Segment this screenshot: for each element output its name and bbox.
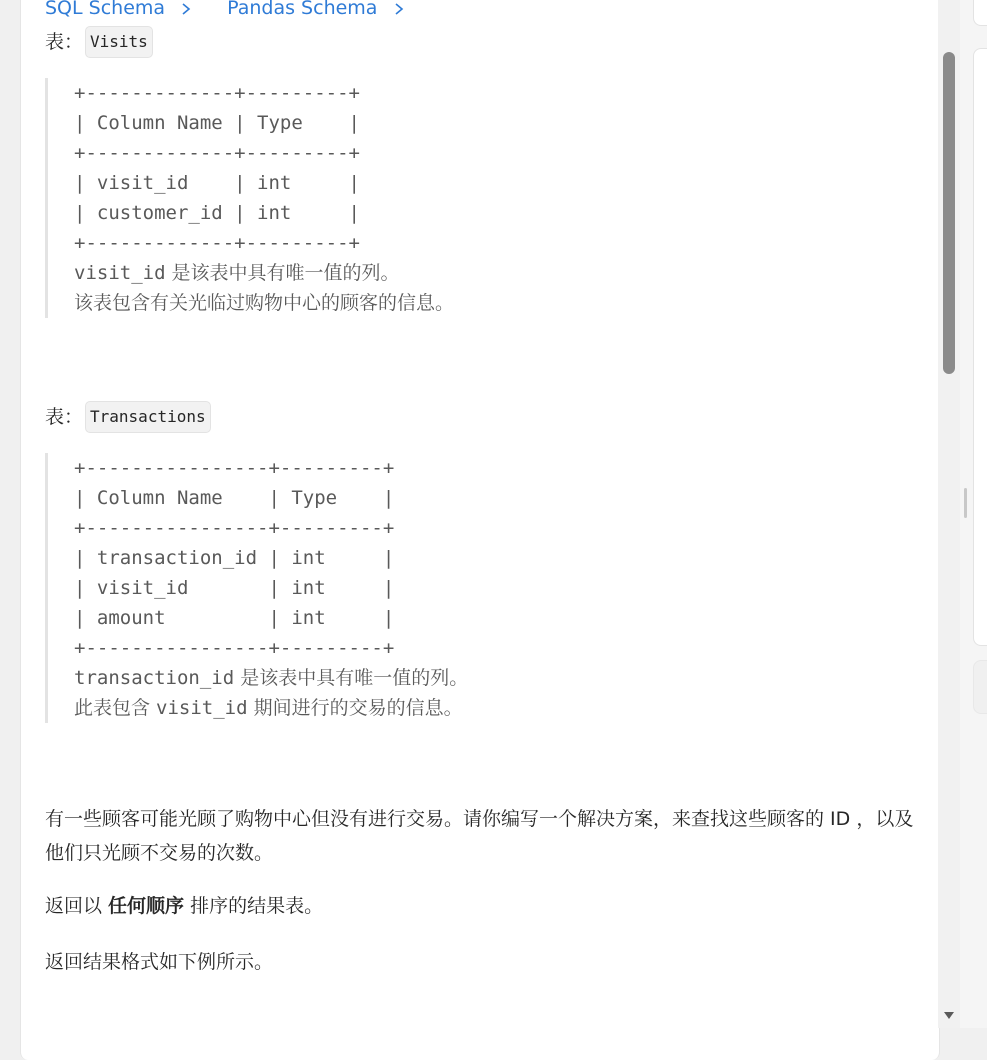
visits-note-1 xyxy=(74,258,454,288)
transactions-schema-block xyxy=(45,453,468,723)
breadcrumb-sql-schema[interactable]: SQL Schema xyxy=(45,0,166,19)
breadcrumb xyxy=(45,0,434,20)
visits-note-2: 该表包含有关光临过购物中心的顾客的信息。 xyxy=(74,292,455,314)
chevron-right-icon xyxy=(181,0,191,20)
problem-description: 有一些顾客可能光顾了购物中心但没有进行交易。请你编写一个解决方案，来查找这些顾客的 ID ，以及他们只光顾不交易的次数。 xyxy=(45,808,914,864)
visits-table-label xyxy=(45,26,153,58)
format-note: 返回结果格式如下例所示。 xyxy=(45,951,274,973)
transactions-table-label xyxy=(45,401,211,433)
table-name-code: Transactions xyxy=(85,401,211,433)
transactions-schema-table: +----------------+---------+ | Column Name | Type | +----------------+---------+ | transaction_id | int | | visit_id | int | | amount | int | +----------------+---------+ xyxy=(74,457,395,659)
inline-code: visit_id xyxy=(74,262,166,284)
ordering-text: 排序的结果表。 xyxy=(184,895,324,917)
table-label-prefix: 表： xyxy=(45,406,84,428)
table-name-code: Visits xyxy=(85,26,153,58)
note-text: 此表包含 xyxy=(74,697,157,719)
resize-handle[interactable] xyxy=(964,488,967,518)
inline-code: visit_id xyxy=(156,697,248,719)
note-text: 期间进行的交易的信息。 xyxy=(247,697,463,719)
note-text: 是该表中具有唯一值的列。 xyxy=(234,667,469,689)
side-panel-card xyxy=(973,660,987,714)
scrollbar-thumb[interactable] xyxy=(943,52,955,374)
ordering-text: 返回以 xyxy=(45,895,109,917)
note-text: 是该表中具有唯一值的列。 xyxy=(165,262,400,284)
ordering-note xyxy=(45,889,915,923)
visits-schema-table: +-------------+---------+ | Column Name | Type | +-------------+---------+ | visit_id | int | | customer_id | int | +-------------+---------+ xyxy=(74,82,360,254)
chevron-right-icon xyxy=(394,0,404,20)
table-label-prefix: 表： xyxy=(45,31,84,53)
transactions-note-1 xyxy=(74,663,468,693)
breadcrumb-pandas-schema[interactable]: Pandas Schema xyxy=(227,0,378,19)
side-panel-card xyxy=(973,48,987,646)
inline-code: transaction_id xyxy=(74,667,235,689)
visits-schema-block xyxy=(45,78,454,318)
ordering-emphasis: 任何顺序 xyxy=(108,895,185,917)
scroll-down-arrow-icon[interactable] xyxy=(942,1006,956,1018)
transactions-note-2 xyxy=(74,693,468,723)
side-panel-card xyxy=(973,0,987,26)
